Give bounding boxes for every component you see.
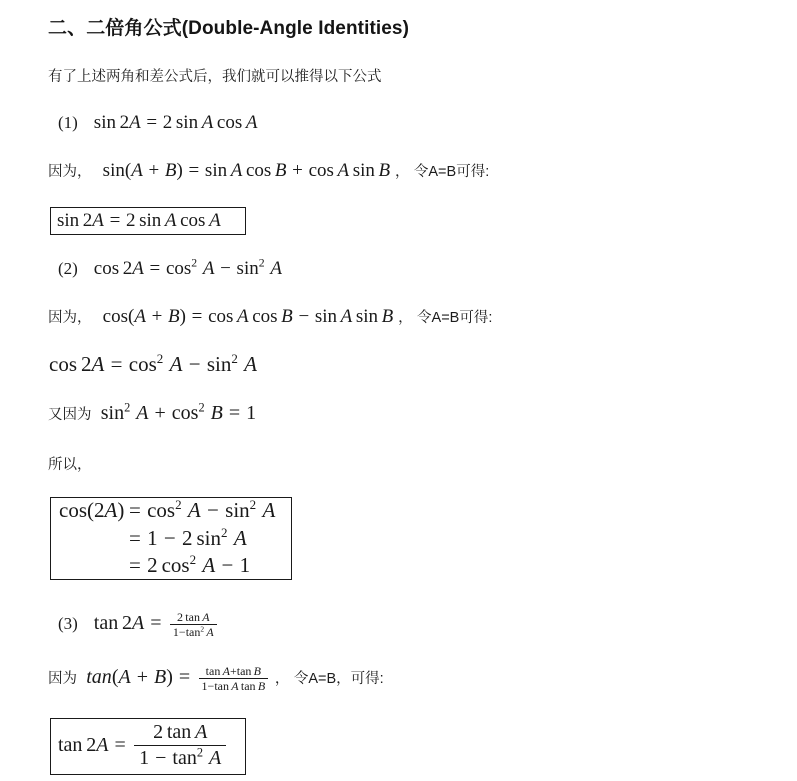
therefore-label: 所以， — [48, 457, 92, 473]
item-number-2: (2) — [58, 259, 78, 278]
substitution-note-cosine: 令A=B可得: — [417, 310, 493, 326]
cosine-line3-lhs — [59, 552, 129, 580]
cosine-derived-line — [49, 350, 257, 376]
fraction-numerator: 2 tan A — [170, 611, 217, 625]
substitution-note-tangent: 令A=B，可得: — [293, 671, 384, 688]
cosine-line3-rhs: = 2 $\cos^2 A - 1$ — [128, 552, 251, 578]
boxed-sine-expression: sin 2A = 2 sin A cos A — [57, 209, 221, 231]
tangent-derivation-line — [48, 665, 384, 692]
comma-sine: ， — [394, 164, 410, 180]
tangent-sum-formula: tan(A + B) = $\frac{\text{tan A+tan B}}{\text{1−tan A tan B}}$ — [86, 666, 268, 688]
fraction-denominator: $1-\tan^2$ A — [172, 624, 214, 639]
boxed-tangent-expression: tan 2A = $\frac{\text{2 tan A}}{1 - \tan^2 A}$ — [58, 734, 226, 756]
boxed-formula-cosine — [50, 497, 292, 580]
cosine-aligned-block — [59, 497, 275, 580]
formula-item-3 — [58, 611, 217, 638]
aligned-row — [59, 525, 275, 553]
comma-tangent: ， — [274, 671, 290, 688]
fraction-denominator: 1−tan A tan B — [201, 678, 266, 693]
because-label-cosine: 因为， — [48, 310, 92, 326]
because-label-sine: 因为， — [48, 164, 92, 180]
formula-2-expression: $\cos 2A = \cos^2 A - \sin^2 A$ — [93, 256, 282, 279]
sine-derivation-line — [48, 161, 489, 180]
item-number-3: (3) — [58, 614, 78, 634]
cosine-derivation-line — [48, 307, 492, 326]
fraction-denominator: $1 - \tan^2 A$ — [139, 745, 222, 769]
aligned-row — [59, 497, 275, 525]
boxed-tangent-fraction — [134, 721, 226, 770]
cosine-line2-lhs — [59, 525, 129, 553]
pythagorean-identity-expression: $\sin^2 A + \cos^2 B = 1$ — [100, 400, 257, 424]
fraction-numerator: tan A+tan B — [199, 665, 269, 679]
also-because-label: 又因为 — [48, 407, 92, 423]
boxed-formula-tangent — [50, 718, 246, 775]
comma-cosine: ， — [398, 310, 413, 326]
formula-item-1 — [58, 113, 257, 132]
aligned-row — [59, 552, 275, 580]
page-title: 二、二倍角公式(Double-Angle Identities) — [48, 18, 410, 39]
cosine-sum-formula: cos(A + B) = cos A cos B − sin A sin B — [102, 306, 394, 327]
tangent-item-fraction — [170, 611, 217, 638]
sine-sum-formula: sin(A + B) = sin A cos B + cos A sin B — [102, 160, 391, 181]
because-label-tangent: 因为 — [48, 671, 77, 688]
cosine-line1-rhs: = $\cos^2 A - \sin^2 A$ — [128, 496, 276, 522]
intro-paragraph: 有了上述两角和差公式后，我们就可以推得以下公式 — [48, 69, 382, 85]
boxed-formula-sine — [50, 207, 246, 235]
fraction-numerator: 2 tan A — [134, 721, 226, 746]
cosine-line1-lhs: cos(2A) — [59, 497, 125, 522]
pythagorean-identity-line — [48, 400, 257, 424]
cosine-line2-rhs: = 1 − 2 $\sin^2 A$ — [128, 524, 247, 550]
formula-1-expression: sin 2A = 2 sin A cos A — [93, 112, 258, 133]
formula-3-expression: tan 2A = $\frac{\text{2 tan A}}{1-\tan^2 A}$ — [94, 612, 217, 634]
formula-item-2 — [58, 256, 282, 279]
substitution-note-sine: 令A=B可得: — [413, 164, 490, 180]
cosine-derived-expression: $\cos 2A = \cos^2 A - \sin^2 A$ — [49, 350, 257, 376]
tangent-sum-fraction — [199, 665, 269, 692]
item-number-1: (1) — [58, 113, 78, 132]
